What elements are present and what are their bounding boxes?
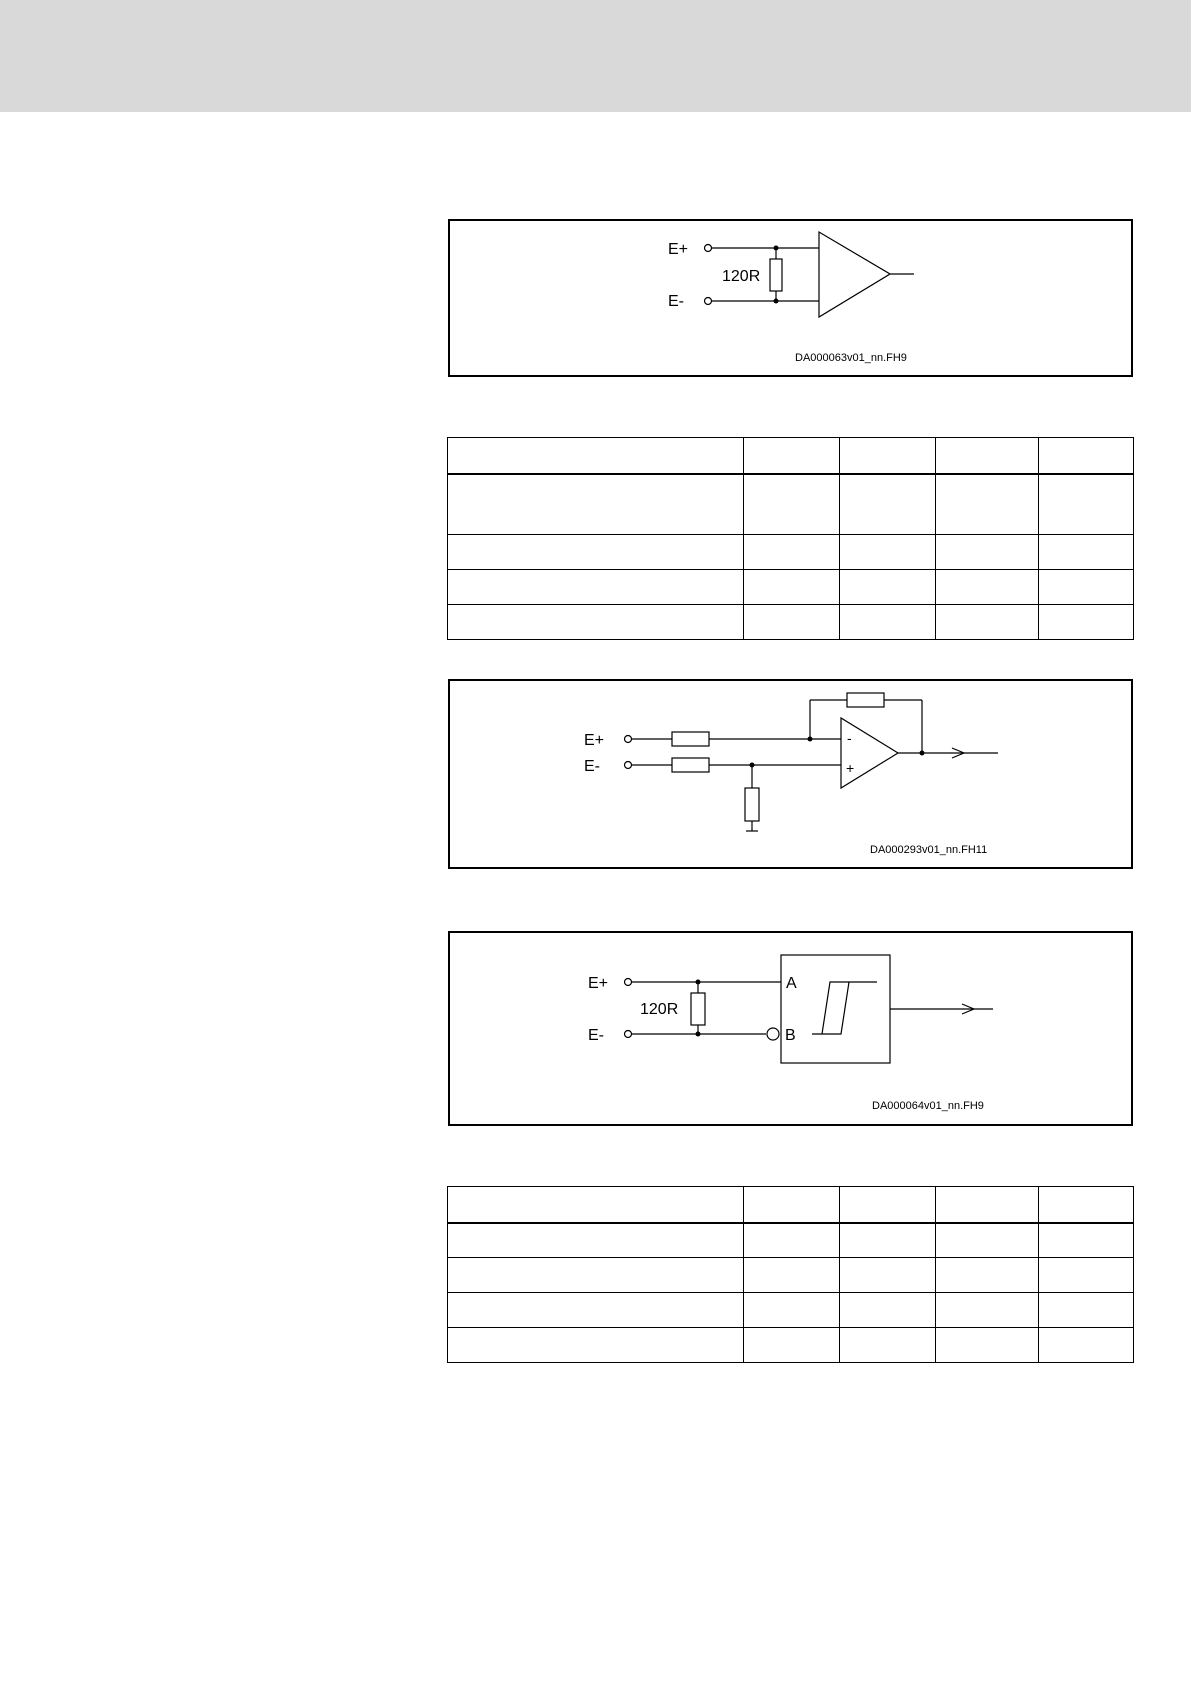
table-cell (1039, 605, 1134, 640)
table-cell (448, 1223, 744, 1258)
figure-id: DA000064v01_nn.FH9 (872, 1100, 984, 1112)
spec-table-1 (447, 437, 1134, 640)
table-cell (936, 1328, 1039, 1363)
schematic-3 (450, 933, 1135, 1128)
table-cell (744, 1223, 840, 1258)
pin-a-label: A (786, 975, 797, 992)
e-minus-label: E- (668, 293, 684, 310)
schematic-2 (450, 681, 1135, 871)
noninverting-input-label: + (846, 760, 855, 776)
table-header-cell (744, 438, 840, 474)
figure-id: DA000293v01_nn.FH11 (870, 844, 988, 856)
resistor-label: 120R (640, 1001, 679, 1018)
table-cell (936, 570, 1039, 605)
table-row (448, 1328, 1134, 1363)
table-cell (744, 1328, 840, 1363)
page-header-band (0, 0, 1191, 112)
table-cell (744, 1293, 840, 1328)
table-header-row (448, 1187, 1134, 1223)
table-cell (840, 1293, 936, 1328)
table-cell (936, 474, 1039, 535)
table-cell (936, 1293, 1039, 1328)
table-header-cell (448, 1187, 744, 1223)
table-row (448, 605, 1134, 640)
table-header-row (448, 438, 1134, 474)
table-cell (1039, 1328, 1134, 1363)
e-plus-label: E+ (584, 732, 605, 749)
table-cell (1039, 1223, 1134, 1258)
table-row (448, 474, 1134, 535)
e-plus-label: E+ (588, 975, 609, 992)
table-cell (744, 1258, 840, 1293)
table-cell (1039, 535, 1134, 570)
table-header-cell (1039, 438, 1134, 474)
table-cell (936, 1258, 1039, 1293)
table-cell (840, 1258, 936, 1293)
spec-table-2 (447, 1186, 1134, 1363)
table-cell (448, 605, 744, 640)
table-cell (744, 535, 840, 570)
table-cell (1039, 1293, 1134, 1328)
table-header-cell (840, 1187, 936, 1223)
table-cell (744, 474, 840, 535)
table-cell (448, 1328, 744, 1363)
figure-line-receiver (448, 931, 1133, 1126)
table-cell (448, 570, 744, 605)
table-cell (448, 474, 744, 535)
table-cell (1039, 570, 1134, 605)
e-minus-label: E- (588, 1027, 604, 1044)
figure-id: DA000063v01_nn.FH9 (795, 352, 907, 364)
table-cell (448, 1293, 744, 1328)
table-cell (936, 535, 1039, 570)
table-cell (448, 1258, 744, 1293)
table-row (448, 1223, 1134, 1258)
table-header-cell (744, 1187, 840, 1223)
table-row (448, 1258, 1134, 1293)
table-cell (936, 1223, 1039, 1258)
table-cell (840, 1328, 936, 1363)
table-cell (744, 570, 840, 605)
table-row (448, 535, 1134, 570)
e-plus-label: E+ (668, 241, 689, 258)
table-cell (1039, 1258, 1134, 1293)
table-cell (448, 535, 744, 570)
e-minus-label: E- (584, 758, 600, 775)
table-cell (840, 474, 936, 535)
table-row (448, 1293, 1134, 1328)
table-header-cell (1039, 1187, 1134, 1223)
table-header-cell (840, 438, 936, 474)
table-header-cell (936, 438, 1039, 474)
resistor-label: 120R (722, 268, 761, 285)
table-cell (840, 1223, 936, 1258)
figure-differential-amplifier (448, 679, 1133, 869)
figure-differential-input-120r (448, 219, 1133, 377)
table-header-cell (448, 438, 744, 474)
table-cell (1039, 474, 1134, 535)
table-header-cell (936, 1187, 1039, 1223)
table-cell (936, 605, 1039, 640)
pin-b-label: B (785, 1027, 796, 1044)
table-cell (840, 535, 936, 570)
table-cell (840, 605, 936, 640)
table-cell (840, 570, 936, 605)
table-cell (744, 605, 840, 640)
inverting-input-label: - (847, 730, 852, 746)
schematic-1 (450, 221, 1135, 379)
table-row (448, 570, 1134, 605)
